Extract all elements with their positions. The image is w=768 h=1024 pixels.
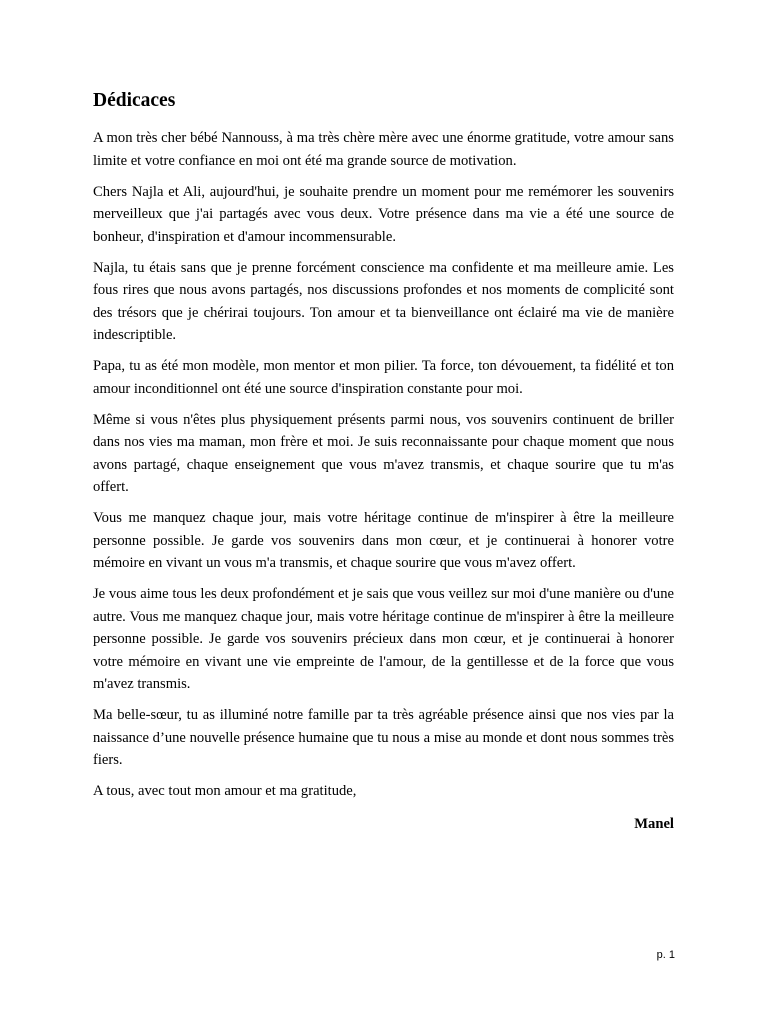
page-number: p. 1 bbox=[656, 949, 675, 961]
paragraph-dedication-mother: A mon très cher bébé Nannouss, à ma très chère mère avec une énorme gratitude, votre amour sans limite et votre confiance en moi ont été ma grande source de motivation. bbox=[93, 130, 674, 169]
paragraph-najla-ali: Chers Najla et Ali, aujourd'hui, je souhaite prendre un moment pour me remémorer les souvenirs merveilleux que j'ai partagés avec vous deux. Votre présence dans ma vie a été une source de bonheur, d'inspiration et d'amour incommensurable. bbox=[93, 183, 674, 245]
closing-line: A tous, avec tout mon amour et ma gratitude, bbox=[93, 783, 357, 799]
paragraph-heritage: Vous me manquez chaque jour, mais votre héritage continue de m'inspirer à être la meilleure personne possible. Je garde vos souvenirs dans mon cœur, et je continuerai à honorer votre mémoire en vivant un vous m'a transmis, et chaque sourire que vous m'avez offert. bbox=[93, 510, 674, 571]
page-title: Dédicaces bbox=[93, 90, 176, 111]
paragraph-najla: Najla, tu étais sans que je prenne forcément conscience ma confidente et ma meilleure amie. Les fous rires que nous avons partagés, nos discussions profondes et nos moments de complicité sont des trésors que je chérirai toujours. Ton amour et ta bienveillance ont éclairé ma vie de manière indescriptible. bbox=[93, 259, 674, 343]
signature: Manel bbox=[634, 815, 674, 832]
paragraph-sister-in-law: Ma belle-sœur, tu as illuminé notre famille par ta très agréable présence ainsi que nos vies par la naissance d’une nouvelle présence humaine que tu nous a mise au monde et dont nous sommes très fiers. bbox=[93, 707, 674, 768]
paragraph-papa: Papa, tu as été mon modèle, mon mentor et mon pilier. Ta force, ton dévouement, ta fidélité et ton amour inconditionnel ont été une source d'inspiration constante pour moi. bbox=[93, 358, 674, 397]
paragraph-memories: Même si vous n'êtes plus physiquement présents parmi nous, vos souvenirs continuent de briller dans nos vies ma maman, mon frère et moi. Je suis reconnaissante pour chaque moment que nous avons partagé, chaque enseignement que vous m'avez transmis, et chaque sourire que tu m'as offert. bbox=[93, 411, 674, 495]
paragraph-love: Je vous aime tous les deux profondément et je sais que vous veillez sur moi d'une manière ou d'une autre. Vous me manquez chaque jour, mais votre héritage continue de m'inspirer à être la meilleure personne possible. Je garde vos souvenirs précieux dans mon cœur, et je continuerai à honorer votre mémoire en vivant une vie empreinte de l'amour, de la gentillesse et de la force que vous m'avez transmis. bbox=[93, 586, 674, 692]
